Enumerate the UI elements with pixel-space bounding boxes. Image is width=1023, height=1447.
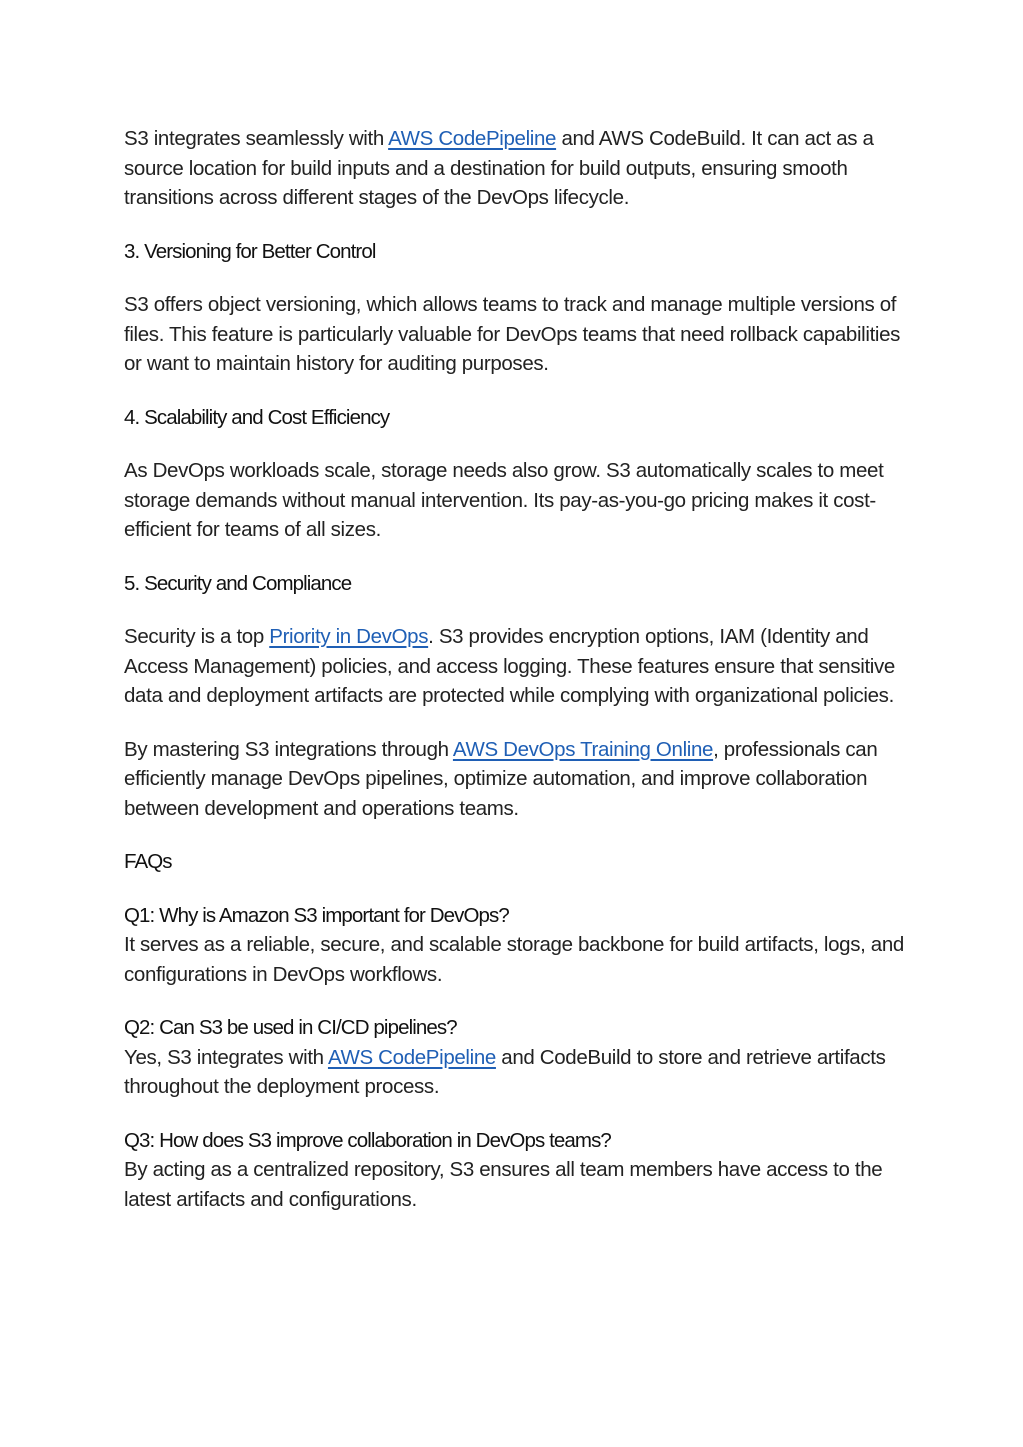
- faq-question: Q3: How does S3 improve collaboration in DevOps teams?: [124, 1128, 611, 1152]
- faq-answer-text-before: Yes, S3 integrates with: [124, 1045, 328, 1069]
- aws-codepipeline-link[interactable]: AWS CodePipeline: [388, 127, 557, 150]
- intro-paragraph: [124, 124, 904, 213]
- security-text-after: . S3 provides encryption options, IAM (Identity and Access Management) policies, and access logging. These features ensure that sensitive data and deployment artifacts are protected while complying with organizational policies.: [124, 625, 895, 707]
- faq-answer: By acting as a centralized repository, S3 ensures all team members have access to the latest artifacts and configurations.: [124, 1158, 883, 1211]
- faq-item: [124, 1126, 904, 1215]
- faqs-title: FAQs: [124, 850, 172, 873]
- closing-paragraph: [124, 735, 904, 824]
- intro-text-before: S3 integrates seamlessly with: [124, 127, 389, 150]
- aws-codepipeline-faq-link[interactable]: AWS CodePipeline: [327, 1045, 496, 1069]
- section-body-versioning: S3 offers object versioning, which allows teams to track and manage multiple versions of files. This feature is particularly valuable for DevOps teams that need rollback capabilities or want to maintain history for auditing purposes.: [124, 293, 901, 375]
- priority-in-devops-link[interactable]: Priority in DevOps: [269, 625, 429, 648]
- section-body-scalability: As DevOps workloads scale, storage needs also grow. S3 automatically scales to meet storage demands without manual intervention. Its pay-as-you-go pricing makes it cost-efficient for teams of all sizes.: [124, 459, 884, 541]
- section-body-security: [124, 622, 904, 711]
- faq-answer-text-after: and CodeBuild to store and retrieve artifacts throughout the deployment process.: [124, 1045, 886, 1098]
- closing-text-before: By mastering S3 integrations through: [124, 737, 453, 761]
- aws-devops-training-link[interactable]: AWS DevOps Training Online: [452, 737, 714, 761]
- faq-answer: [124, 1043, 904, 1102]
- faq-question: Q1: Why is Amazon S3 important for DevOps?: [124, 903, 509, 927]
- security-text-before: Security is a top: [124, 625, 270, 648]
- intro-text-after: and AWS CodeBuild. It can act as a source location for build inputs and a destination for build outputs, ensuring smooth transitions across different stages of the DevOps lifecycle.: [124, 127, 874, 209]
- faq-item: [124, 901, 904, 990]
- document-page: [124, 124, 904, 1238]
- section-heading-versioning: 3. Versioning for Better Control: [124, 239, 376, 263]
- section-heading-security: 5. Security and Compliance: [124, 571, 352, 595]
- faq-question: Q2: Can S3 be used in CI/CD pipelines?: [124, 1016, 457, 1039]
- closing-text-after: , professionals can efficiently manage DevOps pipelines, optimize automation, and improve collaboration between development and operations teams.: [124, 737, 878, 820]
- section-heading-scalability: 4. Scalability and Cost Efficiency: [124, 405, 390, 429]
- faq-answer: It serves as a reliable, secure, and scalable storage backbone for build artifacts, logs, and configurations in DevOps workflows.: [124, 933, 904, 986]
- faq-item: [124, 1013, 904, 1102]
